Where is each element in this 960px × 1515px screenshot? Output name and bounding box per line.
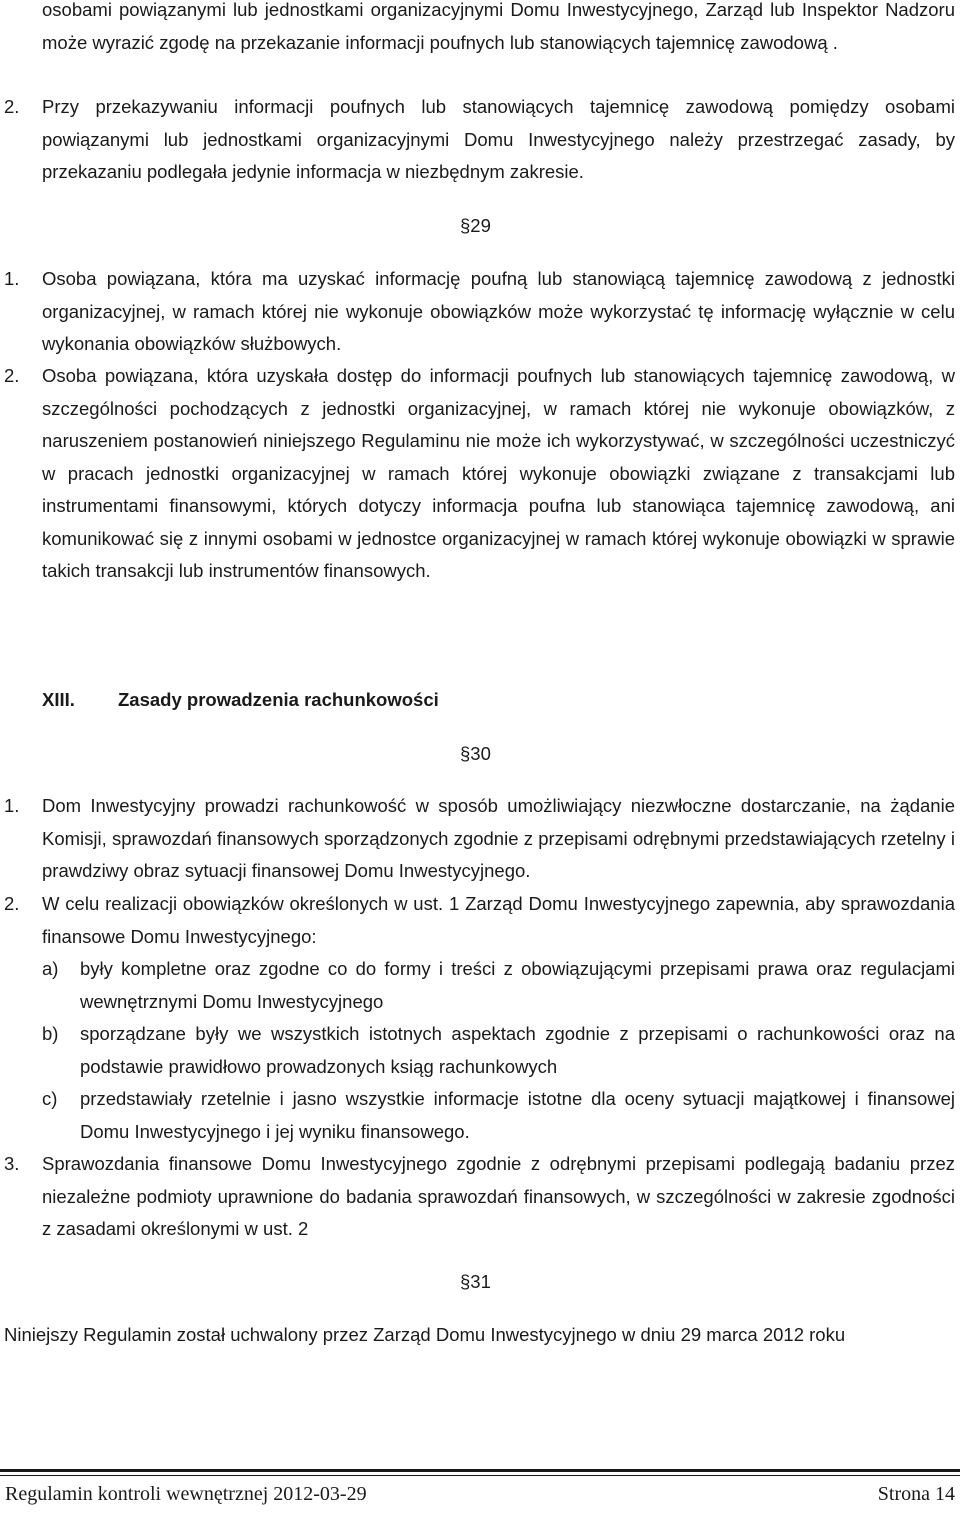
section-30-item-3-paragraph: Sprawozdania finansowe Domu Inwestycyjnego zgodnie z odrębnymi przepisami podlegają badaniu przez niezależne podmioty uprawnione do badania sprawozdań finansowych, w szczególności w zakresie zgodności z zasadami określonymi w ust. 2 — [42, 1153, 955, 1239]
section-30-sub-b-label: b) — [42, 1023, 59, 1044]
footer-rule-thin — [0, 1475, 960, 1476]
section-30-sub-b-text: sporządzane były we wszystkich istotnych aspektach zgodnie z przepisami o rachunkowości oraz na podstawie prawidłowo prowadzonych ksiąg rachunkowych — [80, 1023, 955, 1077]
section-30-sub-c-label: c) — [42, 1088, 58, 1109]
intro-item-2-number: 2. — [4, 96, 20, 117]
section-29-item-1-number: 1. — [4, 268, 20, 289]
section-29-item-2-number: 2. — [4, 365, 20, 386]
footer-page-number: Strona 14 — [877, 1483, 955, 1505]
section-31-paragraph: Niniejszy Regulamin został uchwalony przez Zarząd Domu Inwestycyjnego w dniu 29 marca 2012 roku — [4, 1324, 846, 1345]
section-29-mark: §29 — [460, 215, 491, 236]
section-31-mark: §31 — [460, 1271, 491, 1292]
section-29-item-1-paragraph: Osoba powiązana, która ma uzyskać informację poufną lub stanowiącą tajemnicę zawodową z jednostki organizacyjnej, w ramach której nie wykonuje obowiązków może wykorzystać tę informację wyłącznie w celu wykonania obowiązków służbowych. — [42, 268, 955, 354]
intro-item-2-paragraph: Przy przekazywaniu informacji poufnych lub stanowiących tajemnicę zawodową pomiędzy osobami powiązanymi lub jednostkami organizacyjnymi Domu Inwestycyjnego należy przestrzegać zasady, by przekazaniu podlegała jedynie informacja w niezbędnym zakresie. — [42, 96, 955, 182]
section-30-item-2-paragraph: W celu realizacji obowiązków określonych w ust. 1 Zarząd Domu Inwestycyjnego zapewnia, aby sprawozdania finansowe Domu Inwestycyjnego: — [42, 893, 955, 947]
section-30-item-1-number: 1. — [4, 795, 20, 816]
footer-rule-thick — [0, 1469, 960, 1472]
section-30-sub-a-label: a) — [42, 958, 59, 979]
chapter-13-title: Zasady prowadzenia rachunkowości — [118, 689, 439, 710]
section-30-mark: §30 — [460, 743, 491, 764]
section-29-item-2-paragraph: Osoba powiązana, która uzyskała dostęp do informacji poufnych lub stanowiących tajemnicę zawodową, w szczególności pochodzących z jednostki organizacyjnej, w ramach której nie wykonuje obowiązków, z naruszeniem postanowień niniejszego Regulaminu nie może ich wykorzystywać, w szczególności uczestniczyć w pracach jednostki organizacyjnej w ramach której wykonuje obowiązki związane z transakcjami lub instrumentami finansowymi, których dotyczy informacja poufna lub stanowiąca tajemnicę zawodową, ani komunikować się z innymi osobami w jednostce organizacyjnej w ramach której wykonuje obowiązki w sprawie takich transakcji lub instrumentów finansowych. — [42, 365, 955, 581]
section-30-sub-a-text: były kompletne oraz zgodne co do formy i treści z obowiązującymi przepisami prawa oraz regulacjami wewnętrznymi Domu Inwestycyjnego — [80, 958, 955, 1012]
intro-continuation-paragraph: osobami powiązanymi lub jednostkami organizacyjnymi Domu Inwestycyjnego, Zarząd lub Inspektor Nadzoru może wyrazić zgodę na przekazanie informacji poufnych lub stanowiących tajemnicę zawodową . — [42, 0, 955, 53]
chapter-13-number: XIII. — [42, 689, 75, 710]
section-30-item-2-number: 2. — [4, 893, 20, 914]
section-30-sub-c-text: przedstawiały rzetelnie i jasno wszystkie informacje istotne dla oceny sytuacji majątkowej i finansowej Domu Inwestycyjnego i jej wyniku finansowego. — [80, 1088, 955, 1142]
section-30-item-3-number: 3. — [4, 1153, 20, 1174]
section-30-item-1-paragraph: Dom Inwestycyjny prowadzi rachunkowość w sposób umożliwiający niezwłoczne dostarczanie, na żądanie Komisji, sprawozdań finansowych sporządzonych zgodnie z przepisami odrębnymi przedstawiających rzetelny i prawdziwy obraz sytuacji finansowej Domu Inwestycyjnego. — [42, 795, 955, 881]
footer-document-title: Regulamin kontroli wewnętrznej 2012-03-29 — [5, 1483, 367, 1505]
